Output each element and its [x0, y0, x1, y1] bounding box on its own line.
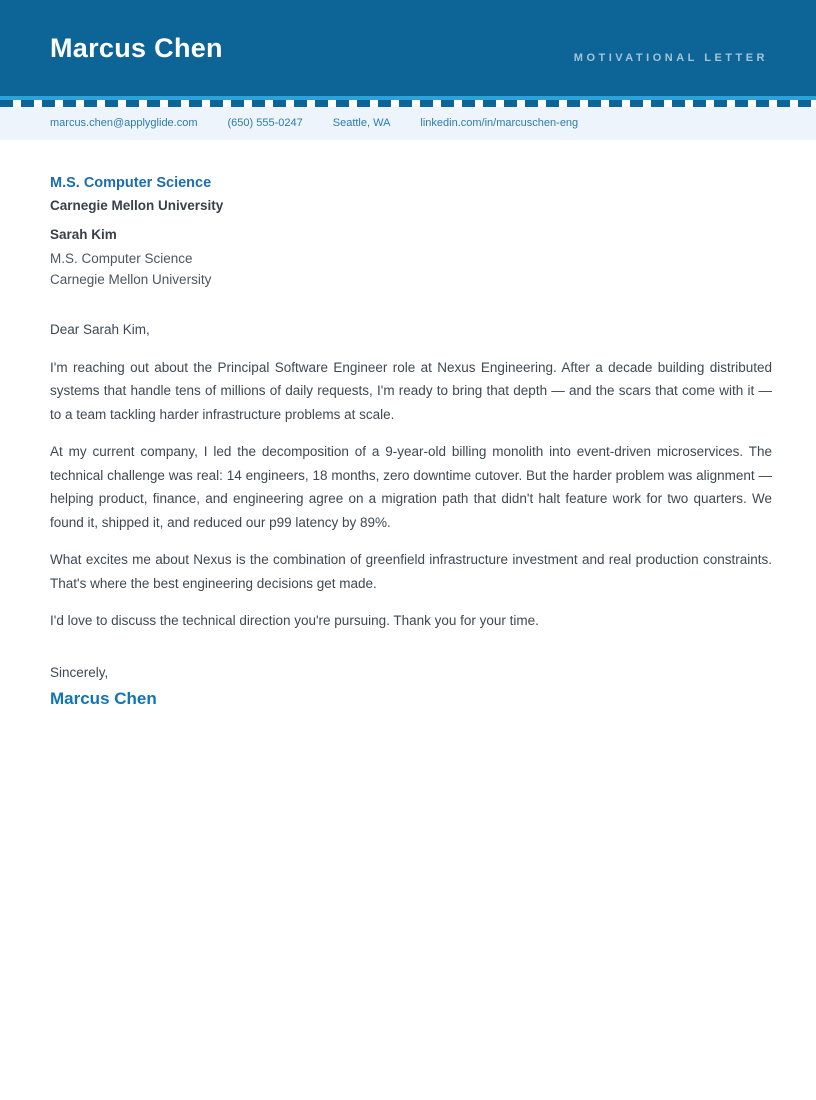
- closing: Sincerely,: [50, 664, 109, 680]
- letter-paragraph-1: I'm reaching out about the Principal Software Engineer role at Nexus Engineering. After a decade building distributed systems that handle tens of millions of daily requests, I'm ready to bring that depth — and the scars that come with it — to a team tackling harder infrastructure problems at scale.: [50, 359, 772, 422]
- document-type-label: MOTIVATIONAL LETTER: [573, 52, 768, 64]
- contact-bar: [0, 107, 816, 140]
- recipient-university-line: Carnegie Mellon University: [50, 271, 212, 287]
- dashed-divider: [0, 100, 816, 107]
- contact-linkedin: linkedin.com/in/marcuschen-eng: [420, 116, 579, 129]
- recipient-program-heading: M.S. Computer Science: [50, 175, 212, 191]
- contact-email: marcus.chen@applyglide.com: [50, 116, 198, 129]
- letter-paragraph-4: I'd love to discuss the technical direction you're pursuing. Thank you for your time.: [50, 613, 539, 628]
- applicant-name: Marcus Chen: [50, 32, 223, 63]
- contact-phone: (650) 555-0247: [227, 116, 303, 129]
- recipient-university-heading: Carnegie Mellon University: [50, 198, 224, 213]
- salutation: Dear Sarah Kim,: [50, 322, 150, 337]
- contact-location: Seattle, WA: [332, 116, 391, 129]
- recipient-program-line: M.S. Computer Science: [50, 251, 193, 266]
- letter-body: [0, 140, 816, 710]
- letter-paragraph-2: At my current company, I led the decomposition of a 9-year-old billing monolith into event-driven microservices. The technical challenge was real: 14 engineers, 18 months, zero downtime cutover. But the harder problem was alignment — helping product, finance, and engineering agree on a migration path that didn't halt feature work for two quarters. We found it, shipped it, and reduced our p99 latency by 89%.: [50, 444, 772, 530]
- recipient-block: [50, 174, 772, 290]
- letter-paragraph-3: What excites me about Nexus is the combination of greenfield infrastructure investment and real production constraints. That's where the best engineering decisions get made.: [50, 552, 772, 591]
- header: [0, 0, 816, 96]
- signature-name: Marcus Chen: [50, 689, 157, 708]
- recipient-name: Sarah Kim: [50, 227, 117, 242]
